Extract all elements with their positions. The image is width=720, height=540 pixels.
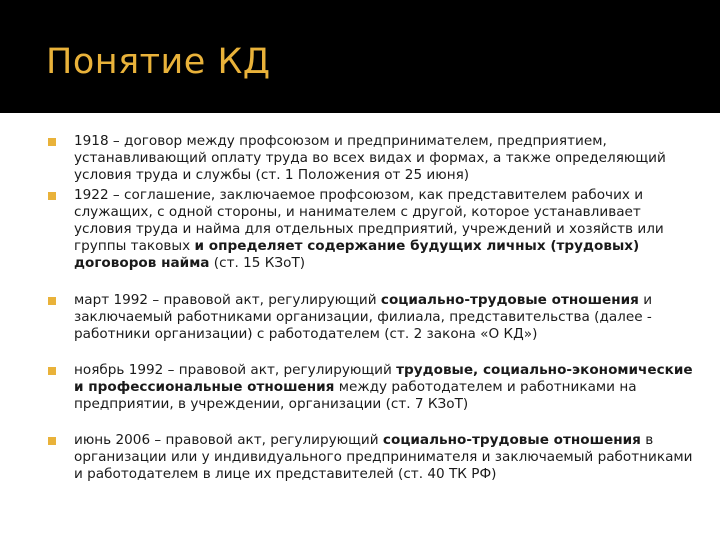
item-lead: июнь 2006: [74, 432, 151, 448]
item-tail: между работодателем и работниками на предприятии, в учреждении, организации (ст. 7 КЗоТ): [74, 379, 637, 412]
item-text: – договор между профсоюзом и предпринимателем, предприятием, устанавливающий оплату труда во всех видах и формах, а также определяющий условия труда и службы (ст. 1 Положения от 25 июня): [74, 133, 666, 183]
item-bold-text: и определяет содержание будущих личных (трудовых) договоров найма: [74, 238, 640, 271]
item-text: – правовой акт, регулирующий: [148, 292, 381, 308]
item-lead: 1922: [74, 187, 109, 203]
item-tail: (ст. 15 КЗоТ): [209, 255, 306, 271]
item-text: – правовой акт, регулирующий: [163, 362, 397, 378]
square-bullet-icon: [48, 192, 56, 200]
square-bullet-icon: [48, 437, 56, 445]
list-item: [0, 292, 720, 343]
item-text: – соглашение, заключаемое профсоюзом, как представителем рабочих и служащих, с одной стороны, и нанимателем с другой, которое устанавливает условия труда и найма для отдельных предприятий, учреждений и хозяйств или группы таковых: [74, 187, 664, 254]
item-tail: в организации или у индивидуального предпринимателя и заключаемый работниками и работодателем в лице их представителей (ст. 40 ТК РФ): [74, 432, 693, 482]
item-lead: ноябрь 1992: [74, 362, 164, 378]
square-bullet-icon: [48, 138, 56, 146]
item-bold-text: социально-трудовые отношения: [380, 292, 639, 308]
list-item: [0, 133, 720, 184]
square-bullet-icon: [48, 367, 56, 375]
slide-header: [0, 0, 720, 113]
list-item: [0, 187, 720, 272]
item-bold-text: трудовые, социально-экономические и профессиональные отношения: [74, 362, 693, 395]
list-item: [0, 432, 720, 483]
item-text: – правовой акт, регулирующий: [150, 432, 383, 448]
list-item: [0, 362, 720, 413]
item-bold-text: социально-трудовые отношения: [382, 432, 641, 448]
item-lead: 1918: [74, 133, 109, 149]
item-tail: и заключаемый работниками организации, филиала, представительства (далее - работники организации) с работодателем (ст. 2 закона «О КД»): [74, 292, 653, 342]
square-bullet-icon: [48, 297, 56, 305]
slide-title: Понятие КД: [46, 42, 271, 82]
item-lead: март 1992: [74, 292, 149, 308]
bullet-list: [0, 133, 720, 483]
